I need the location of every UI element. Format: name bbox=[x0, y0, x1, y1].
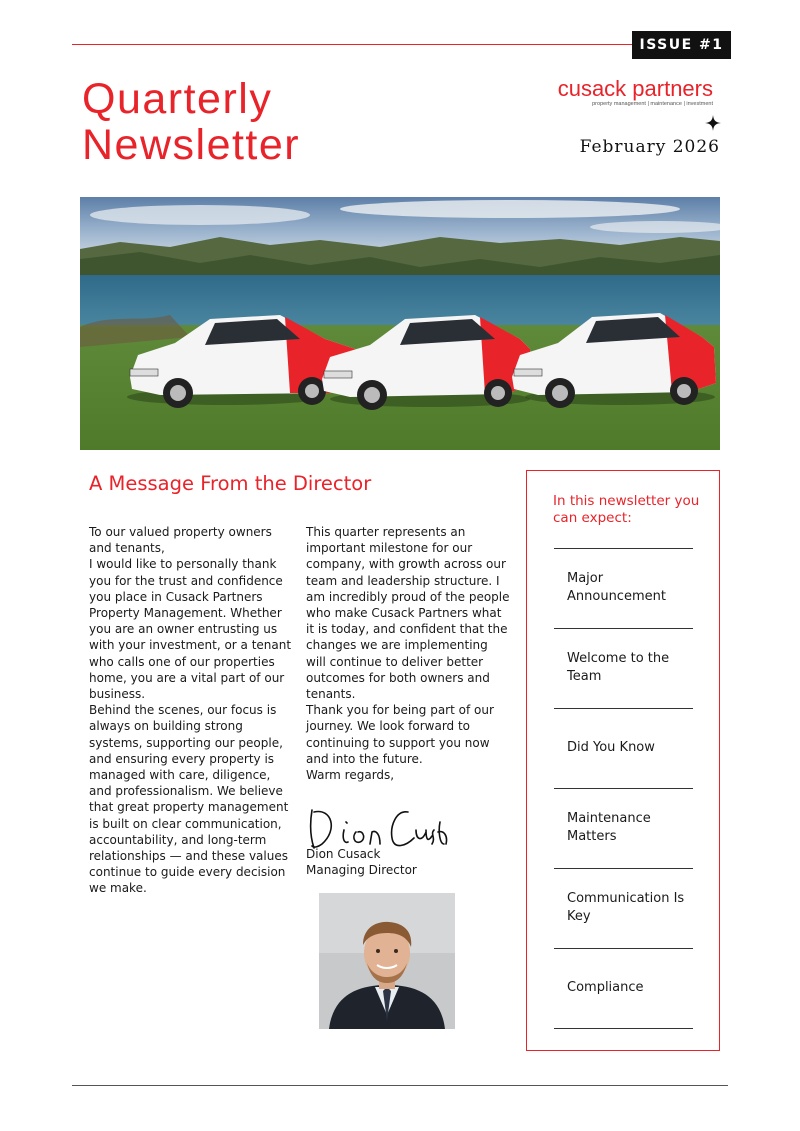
director-portrait bbox=[319, 893, 455, 1029]
message-paragraph: To our valued property owners and tenants, bbox=[89, 525, 272, 556]
sparkle-icon bbox=[705, 115, 721, 131]
contents-item: Maintenance Matters bbox=[567, 811, 651, 844]
contents-item: Did You Know bbox=[567, 740, 655, 755]
message-paragraph: This quarter represents an important milestone for our company, with growth across our team and leadership structure. I am incredibly proud of the people who make Cusack Partners what it is today, and confident that the changes we are implementing will continue to deliver better outcomes for both owners and tenants. bbox=[306, 525, 510, 702]
message-closing: Warm regards, bbox=[306, 768, 395, 783]
message-column-right bbox=[306, 524, 511, 783]
contents-box bbox=[526, 470, 720, 1051]
message-paragraph: Behind the scenes, our focus is always on building strong systems, supporting our people, and ensuring every property is managed with care, diligence, and professionalism. We believe that great property management is built on clear communication, accountability, and long-term relationships — and these values continue to guide every decision we make. bbox=[89, 703, 289, 896]
footer-rule bbox=[72, 1085, 728, 1086]
brand-logo: cusack partners bbox=[557, 76, 713, 101]
issue-date: February 2026 bbox=[579, 137, 720, 157]
portrait-illustration bbox=[319, 893, 455, 1029]
contents-item: Communication Is Key bbox=[567, 891, 685, 924]
contents-item: Compliance bbox=[567, 980, 644, 995]
header-rule bbox=[72, 44, 632, 45]
issue-badge: ISSUE #1 bbox=[632, 31, 731, 59]
message-column-left bbox=[89, 524, 294, 897]
hero-photo bbox=[80, 197, 720, 450]
title-line-1: Quarterly bbox=[82, 75, 273, 123]
contents-item: Welcome to the Team bbox=[567, 651, 670, 684]
contents-item: Major Announcement bbox=[567, 571, 666, 604]
message-paragraph: I would like to personally thank you for the trust and confidence you place in Cusack Partners Property Management. Whether you are an owner entrusting us with your investment, or a tenant who calls one of our properties home, you are a vital part of our business. bbox=[89, 557, 292, 702]
brand-tagline: property management | maintenance | investment bbox=[592, 101, 713, 107]
hero-illustration bbox=[80, 197, 720, 450]
signer-title: Managing Director bbox=[306, 863, 417, 877]
message-heading: A Message From the Director bbox=[89, 472, 372, 495]
signer-name: Dion Cusack bbox=[306, 847, 381, 861]
contents-heading: In this newsletter you can expect: bbox=[553, 493, 700, 526]
title-line-2: Newsletter bbox=[82, 121, 301, 169]
newsletter-title bbox=[82, 76, 300, 168]
contents-divider bbox=[554, 1028, 693, 1029]
message-paragraph: Thank you for being part of our journey. We look forward to continuing to support you now and into the future. bbox=[306, 703, 494, 766]
